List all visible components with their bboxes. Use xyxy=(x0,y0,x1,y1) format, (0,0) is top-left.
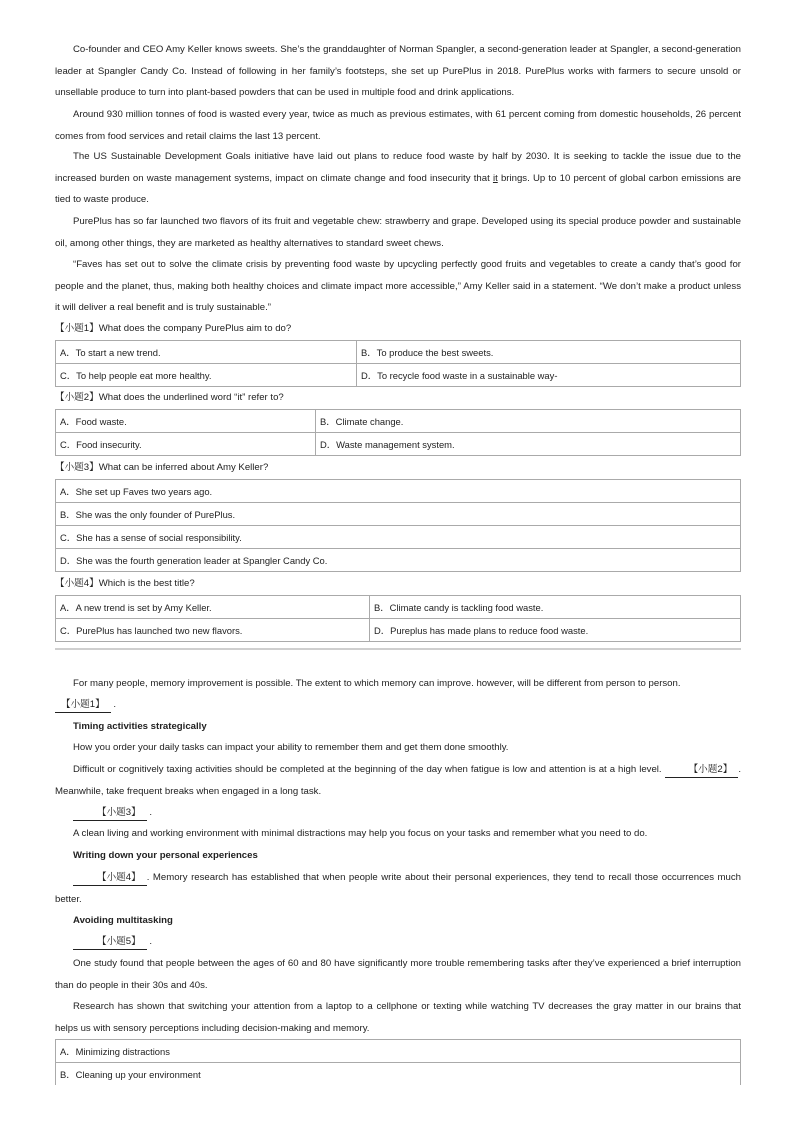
question-2-options xyxy=(55,409,741,456)
memory-text: . Memory research has established that when people write about their personal experiences, they tend to recall those occurrences much better. xyxy=(55,872,741,905)
blank-2[interactable]: 【小题2】 xyxy=(665,763,739,778)
heading-writing: Writing down your personal experiences xyxy=(73,850,258,861)
passage2-blank-5-line: 【小题5】 . xyxy=(55,931,741,953)
q3-option-c[interactable]: C．She has a sense of social responsibility. xyxy=(56,526,741,549)
q4-option-c[interactable]: C．PurePlus has launched two new flavors. xyxy=(56,619,370,642)
passage1-p3-text-a: The US Sustainable Development Goals initiative have laid out plans to reduce food waste by half by 2030. It is seeking to tackle the issue due to the increased burden on waste management systems, impact on climate change and food insecurity that xyxy=(55,151,741,184)
passage1-paragraph-3 xyxy=(55,146,741,211)
passage1-paragraph-1: Co-founder and CEO Amy Keller knows sweets. She’s the granddaughter of Norman Spangler, a second-generation leader at Spangler, a second-generation leader at Spangler Candy Co. Instead of following in her family’s footsteps, she set up PurePlus in 2018. PurePlus works with farmers to secure unsold or unsellable produce to turn into plant-based powders that can be used in multiple food and drink applications. xyxy=(55,44,741,98)
p2-option-b[interactable]: B．Cleaning up your environment xyxy=(56,1063,741,1086)
q2-option-b[interactable]: B．Climate change. xyxy=(316,410,741,433)
question-4-options xyxy=(55,595,741,642)
question-1-options xyxy=(55,340,741,387)
passage2-difficult-paragraph xyxy=(55,759,741,802)
passage2-study-paragraph: One study found that people between the ages of 60 and 80 have significantly more trouble remembering tasks after they’ve experienced a brief interruption than do people in their 30s and 40s. xyxy=(55,958,741,991)
q2-option-d[interactable]: D．Waste management system. xyxy=(316,433,741,456)
q4-option-a[interactable]: A．A new trend is set by Amy Keller. xyxy=(56,596,370,619)
q4-option-b[interactable]: B．Climate candy is tackling food waste. xyxy=(370,596,741,619)
passage2-clean-paragraph: A clean living and working environment with minimal distractions may help you focus on your tasks and remember what you need to do. xyxy=(73,828,648,839)
passage1-p3-text-b: brings. Up to 10 percent of global carbon emissions are tied to waste produce. xyxy=(55,172,742,205)
blank-3[interactable]: 【小题3】 xyxy=(73,806,147,821)
p2-option-a[interactable]: A．Minimizing distractions xyxy=(56,1040,741,1063)
passage1-paragraph-2: Around 930 million tonnes of food is wasted every year, twice as much as previous estimates, with 61 percent coming from domestic households, 26 percent comes from food services and retail claims the last 13 percent. xyxy=(55,109,741,142)
q2-option-a[interactable]: A．Food waste. xyxy=(56,410,316,433)
passage2-intro: For many people, memory improvement is possible. The extent to which memory can improve. however, will be different from person to person. xyxy=(73,678,681,689)
section-divider xyxy=(55,648,741,650)
passage1-paragraph-5: “Faves has set out to solve the climate crisis by preventing food waste by upcycling perfectly good fruits and vegetables to create a candy that’s good for people and the planet, thus, making both healthy choices and climate impact more accessible,” Amy Keller said in a statement. “We don’t make a product unless it will deliver a real benefit and is truly sustainable.” xyxy=(55,259,741,313)
q3-option-d[interactable]: D．She was the fourth generation leader at Spangler Candy Co. xyxy=(56,549,741,572)
heading-timing: Timing activities strategically xyxy=(73,721,207,732)
passage2-blank-1-line: 【小题1】 . xyxy=(55,694,741,716)
passage1-paragraph-4: PurePlus has so far launched two flavors of its fruit and vegetable chew: strawberry and grape. Developed using its special produce powder and sustainable oil, among other things, they are marketed as healthy alternatives to standard sweet chews. xyxy=(55,216,741,249)
blank-4[interactable]: 【小题4】 xyxy=(73,871,147,886)
q2-option-c[interactable]: C．Food insecurity. xyxy=(56,433,316,456)
passage2-blank-3-line: 【小题3】 . xyxy=(55,802,741,824)
q4-option-d[interactable]: D．Pureplus has made plans to reduce food waste. xyxy=(370,619,741,642)
passage2-memory-paragraph xyxy=(55,867,741,910)
question-3-options xyxy=(55,479,741,572)
passage2-order-paragraph: How you order your daily tasks can impact your ability to remember them and get them done smoothly. xyxy=(73,742,509,753)
question-4-stem: 【小题4】Which is the best title? xyxy=(55,578,195,589)
q1-option-a[interactable]: A．To start a new trend. xyxy=(56,341,357,364)
question-1-stem: 【小题1】What does the company PurePlus aim to do? xyxy=(55,323,292,334)
underlined-word-it: it xyxy=(492,172,498,184)
q1-option-d[interactable]: D．To recycle food waste in a sustainable way- xyxy=(357,364,741,387)
blank-1[interactable]: 【小题1】 xyxy=(55,698,111,713)
blank-5[interactable]: 【小题5】 xyxy=(73,935,147,950)
question-2-stem: 【小题2】What does the underlined word “it” refer to? xyxy=(55,392,284,403)
meanwhile-text: . Meanwhile, take frequent breaks when engaged in a long task. xyxy=(55,764,741,797)
passage2-options xyxy=(55,1039,741,1085)
heading-multitasking: Avoiding multitasking xyxy=(73,915,173,926)
q1-option-b[interactable]: B．To produce the best sweets. xyxy=(357,341,741,364)
passage2-research-paragraph: Research has shown that switching your attention from a laptop to a cellphone or texting while watching TV decreases the gray matter in our brains that helps us with sensory perceptions including decision-making and memory. xyxy=(55,1001,741,1034)
q1-option-c[interactable]: C．To help people eat more healthy. xyxy=(56,364,357,387)
q3-option-a[interactable]: A．She set up Faves two years ago. xyxy=(56,480,741,503)
question-3-stem: 【小题3】What can be inferred about Amy Keller? xyxy=(55,462,269,473)
q3-option-b[interactable]: B．She was the only founder of PurePlus. xyxy=(56,503,741,526)
difficult-text: Difficult or cognitively taxing activities should be completed at the beginning of the day when fatigue is low and attention is at a high level. xyxy=(73,764,662,775)
